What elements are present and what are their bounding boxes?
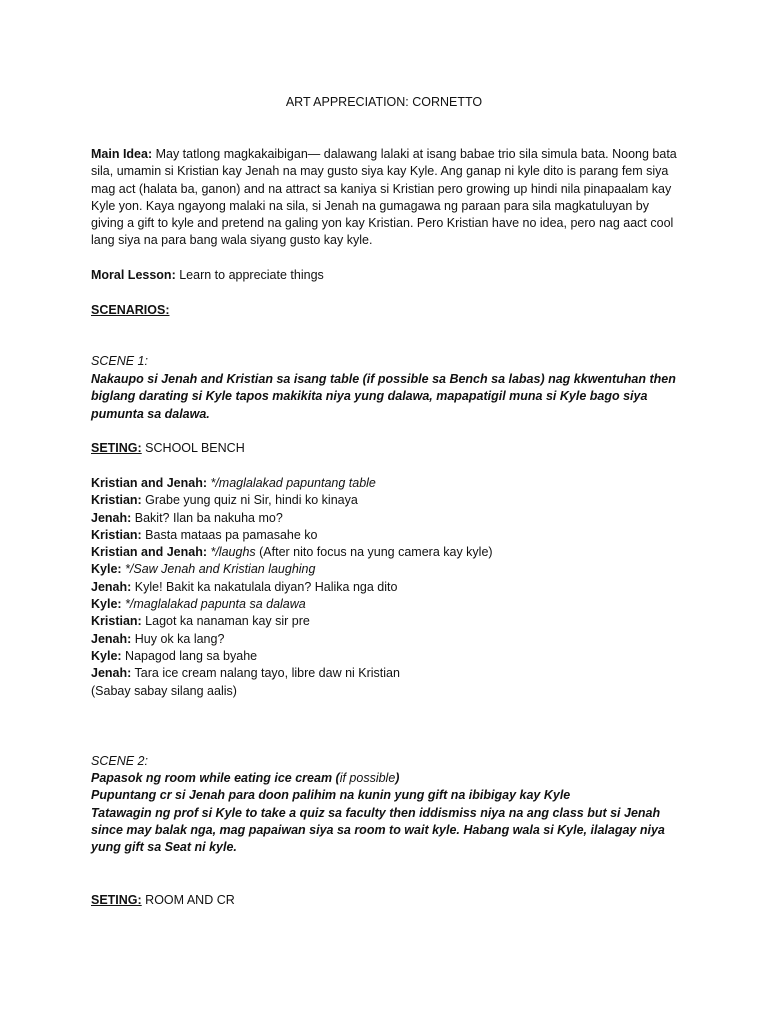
moral-lesson-label: Moral Lesson: [91,268,176,282]
scenarios-heading [91,302,681,319]
dialogue-line [91,579,681,596]
dialogue-line [91,527,681,544]
dialogue-text: Bakit? Ilan ba nakuha mo? [131,510,283,525]
dialogue-text: Basta mataas pa pamasahe ko [141,527,318,542]
scene-1-label [91,353,681,370]
scene-2-description [91,770,681,856]
dialogue-line [91,544,681,561]
dialogue-text: Tara ice cream nalang tayo, libre daw ni Kristian [131,666,400,681]
moral-lesson-text: Learn to appreciate things [175,268,324,282]
dialogue-speaker: Kristian and Jenah: [91,476,207,490]
dialogue-line [91,596,681,613]
scene-1-setting-label: SETING: [91,441,142,455]
dialogue-speaker: Jenah: [91,631,132,646]
scene-1-setting-text: SCHOOL BENCH [141,441,245,455]
scene-2-label-text: SCENE 2: [91,754,148,768]
dialogue-speaker: Kyle: [91,597,122,612]
dialogue-text: (After nito focus na yung camera kay kyle) [255,545,493,560]
dialogue-line [91,510,681,527]
main-idea-text: May tatlong magkakaibigan— dalawang lalaki at isang babae trio sila simula bata. Noong bata sila, umamin si Kristian kay Jenah na may gusto siya kay Kyle. Ang ganap ni kyle dito is parang fem siya mag act (halata ba, ganon) and na attract sa kaniya si Kristian pero growing up hindi nila pinapaalam kay Kyle yon. Kaya ngayong malaki na sila, si Jenah na gumagawa ng paraan para sila magkatuluyan by giving a gift to kyle and pretend na galing yon kay Kristian. Pero Kristian have no idea, pero nag aact cool lang siya na para bang wala siyang gusto kay kyle. [91,147,677,248]
dialogue-line [91,475,681,492]
dialogue-speaker: Kyle: [91,562,122,577]
dialogue-speaker: Kristian: [91,527,142,542]
main-idea-label: Main Idea: [91,147,153,161]
dialogue-action: */laughs [207,545,256,560]
dialogue-line [91,631,681,648]
dialogue-text: Napagod lang sa byahe [121,648,258,663]
scene-1-setting [91,440,681,457]
main-idea-paragraph [91,146,681,250]
dialogue-action: */maglalakad papuntang table [207,476,376,490]
scene-2-setting-text: ROOM AND CR [141,893,235,907]
scene-2-desc-1a: Papasok ng room while eating ice cream ( [91,771,340,785]
dialogue-action: */Saw Jenah and Kristian laughing [121,562,316,577]
scene-2-desc-1c: ) [395,771,400,785]
scene-2-desc-line-2: Pupuntang cr si Jenah para doon palihim na kunin yung gift na ibibigay kay Kyle [91,788,571,803]
dialogue-speaker: Kristian: [91,614,142,629]
moral-lesson-paragraph [91,267,681,284]
scene-1-label-text: SCENE 1: [91,354,148,368]
dialogue-speaker: Kristian: [91,493,142,508]
scene-1-description: Nakaupo si Jenah and Kristian sa isang table (if possible sa Bench sa labas) nag kkwentuhan then biglang darating si Kyle tapos makikita niya yung dalawa, mapapatigil muna si Kyle bago siya pumunta sa dalawa. [91,372,676,421]
dialogue-line [91,613,681,630]
scene-2-setting-label: SETING: [91,893,142,907]
dialogue-line [91,492,681,509]
dialogue-text: Grabe yung quiz ni Sir, hindi ko kinaya [141,493,358,508]
dialogue-action: */maglalakad papunta sa dalawa [121,597,306,612]
scene-1-dialogue [91,475,681,700]
scenarios-heading-text: SCENARIOS: [91,303,170,317]
dialogue-line [91,683,681,700]
scene-2-desc-line-3: Tatawagin ng prof si Kyle to take a quiz sa faculty then iddismiss niya na ang class but si Jenah since may balak nga, mag papaiwan siya sa room to wait kyle. Habang wala si Kyle, ilalagay niya yung gift sa Seat ni kyle. [91,805,665,855]
scene-2-setting [91,892,681,909]
scene-2-desc-1b: if possible [339,771,396,785]
document-title: ART APPRECIATION: CORNETTO [285,95,483,109]
dialogue-line [91,561,681,578]
dialogue-text: Lagot ka nanaman kay sir pre [141,614,310,629]
dialogue-speaker: Jenah: [91,510,132,525]
dialogue-speaker: Kyle: [91,648,122,663]
dialogue-text: (Sabay sabay silang aalis) [91,683,237,698]
dialogue-line [91,665,681,682]
scene-2-label [91,753,681,770]
dialogue-text: Huy ok ka lang? [131,631,225,646]
scene-2-desc-line-1 [91,770,681,787]
dialogue-line [91,648,681,665]
dialogue-speaker: Jenah: [91,666,132,681]
dialogue-text: Kyle! Bakit ka nakatulala diyan? Halika nga dito [131,579,398,594]
dialogue-speaker: Kristian and Jenah: [91,545,207,560]
dialogue-speaker: Jenah: [91,579,132,594]
